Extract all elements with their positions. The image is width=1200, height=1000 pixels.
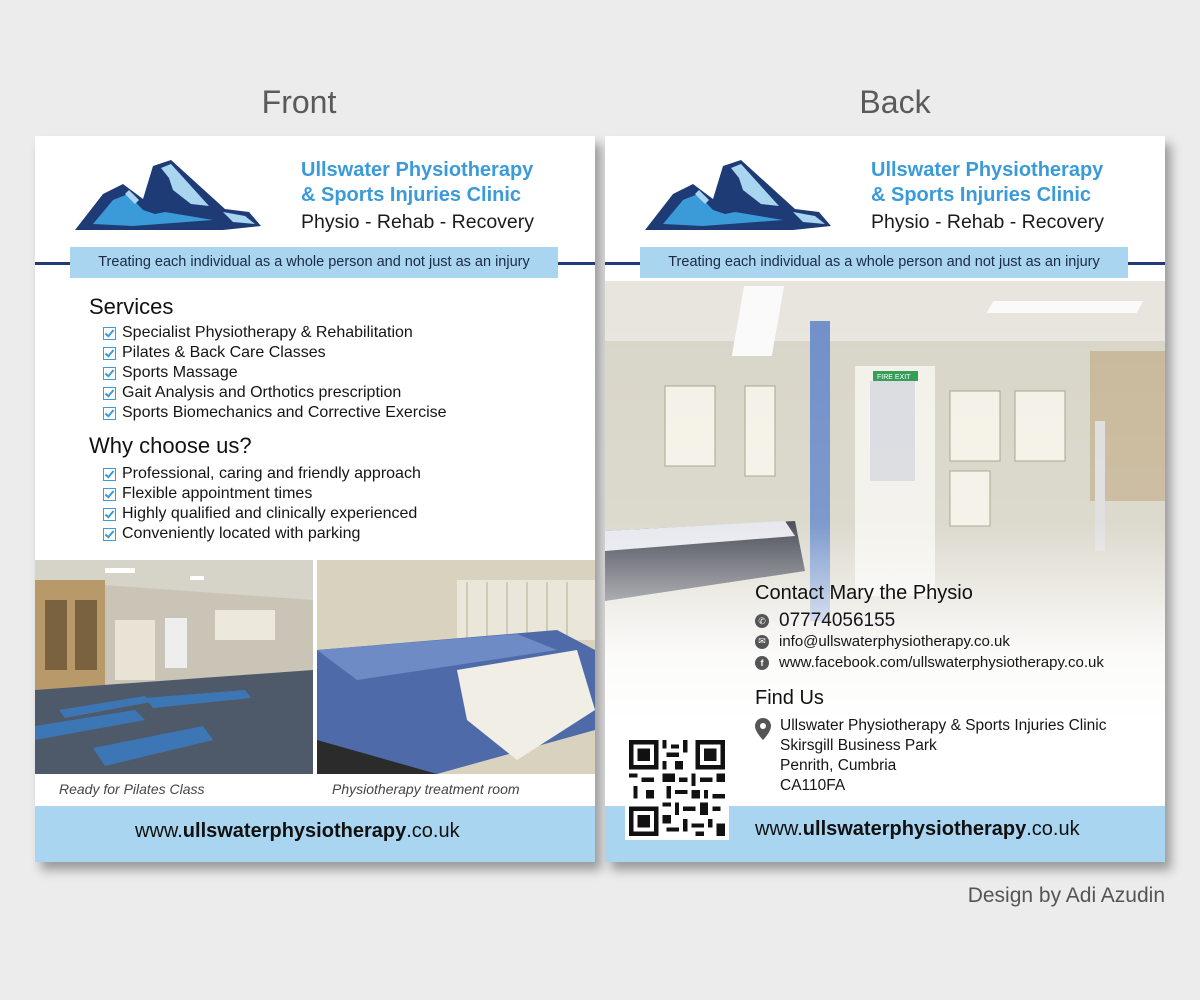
why-title: Why choose us? bbox=[89, 433, 252, 458]
address-line: CA110FA bbox=[780, 777, 846, 794]
list-item: Specialist Physiotherapy & Rehabilitation bbox=[103, 323, 447, 343]
email-link[interactable]: info@ullswaterphysiotherapy.co.uk bbox=[779, 633, 1010, 650]
checkbox-icon bbox=[103, 387, 116, 400]
mission-banner: Treating each individual as a whole person and not just as an injury bbox=[70, 247, 558, 278]
caption-treatment: Physiotherapy treatment room bbox=[332, 781, 520, 797]
caption-pilates: Ready for Pilates Class bbox=[59, 781, 205, 797]
treatment-room-photo bbox=[317, 560, 595, 774]
list-item: Professional, caring and friendly approach bbox=[103, 464, 421, 484]
back-label: Back bbox=[859, 84, 931, 120]
phone-row bbox=[755, 610, 895, 632]
list-item: Highly qualified and clinically experienced bbox=[103, 504, 421, 524]
list-item: Conveniently located with parking bbox=[103, 524, 421, 544]
facebook-row bbox=[755, 654, 1104, 671]
clinic-name-line2: & Sports Injuries Clinic bbox=[871, 184, 1092, 206]
qr-code[interactable] bbox=[625, 736, 729, 840]
address-block bbox=[780, 716, 1106, 796]
contact-title: Contact Mary the Physio bbox=[755, 582, 973, 604]
mountain-logo bbox=[643, 154, 831, 234]
clinic-name-line2: & Sports Injuries Clinic bbox=[301, 184, 522, 206]
find-us-title: Find Us bbox=[755, 687, 824, 709]
services-title: Services bbox=[89, 294, 174, 319]
checkbox-icon bbox=[103, 327, 116, 340]
brand-block bbox=[871, 158, 1104, 234]
services-list bbox=[103, 323, 447, 423]
brand-block bbox=[301, 158, 534, 234]
clinic-name-line1: Ullswater Physiotherapy bbox=[871, 159, 1104, 181]
pilates-room-photo bbox=[35, 560, 313, 774]
back-flyer bbox=[605, 136, 1165, 862]
email-icon: ✉ bbox=[755, 635, 769, 649]
front-label: Front bbox=[261, 84, 337, 120]
address-line: Penrith, Cumbria bbox=[780, 757, 897, 774]
list-item: Sports Massage bbox=[103, 363, 447, 383]
checkbox-icon bbox=[103, 488, 116, 501]
tagline: Physio - Rehab - Recovery bbox=[871, 211, 1105, 233]
location-pin-icon bbox=[755, 718, 771, 740]
facebook-icon: f bbox=[755, 656, 769, 670]
mountain-logo bbox=[73, 154, 261, 234]
front-flyer bbox=[35, 136, 595, 862]
list-item: Sports Biomechanics and Corrective Exercise bbox=[103, 403, 447, 423]
phone-number[interactable]: 07774056155 bbox=[779, 610, 896, 631]
website-url[interactable]: www.ullswaterphysiotherapy.co.uk bbox=[135, 820, 460, 842]
checkbox-icon bbox=[103, 468, 116, 481]
email-row bbox=[755, 633, 1010, 650]
list-item: Gait Analysis and Orthotics prescription bbox=[103, 383, 447, 403]
address-line: Skirsgill Business Park bbox=[780, 737, 937, 754]
list-item: Flexible appointment times bbox=[103, 484, 421, 504]
website-url[interactable]: www.ullswaterphysiotherapy.co.uk bbox=[755, 818, 1080, 840]
list-item: Pilates & Back Care Classes bbox=[103, 343, 447, 363]
mission-banner: Treating each individual as a whole person and not just as an injury bbox=[640, 247, 1128, 278]
why-list bbox=[103, 464, 421, 544]
clinic-name-line1: Ullswater Physiotherapy bbox=[301, 159, 534, 181]
designer-credit: Design by Adi Azudin bbox=[967, 884, 1165, 907]
facebook-link[interactable]: www.facebook.com/ullswaterphysiotherapy.co.uk bbox=[779, 654, 1104, 671]
checkbox-icon bbox=[103, 508, 116, 521]
checkbox-icon bbox=[103, 347, 116, 360]
address-line: Ullswater Physiotherapy & Sports Injuries Clinic bbox=[780, 717, 1107, 734]
checkbox-icon bbox=[103, 367, 116, 380]
checkbox-icon bbox=[103, 528, 116, 541]
checkbox-icon bbox=[103, 407, 116, 420]
phone-icon: ✆ bbox=[755, 614, 769, 628]
tagline: Physio - Rehab - Recovery bbox=[301, 211, 535, 233]
